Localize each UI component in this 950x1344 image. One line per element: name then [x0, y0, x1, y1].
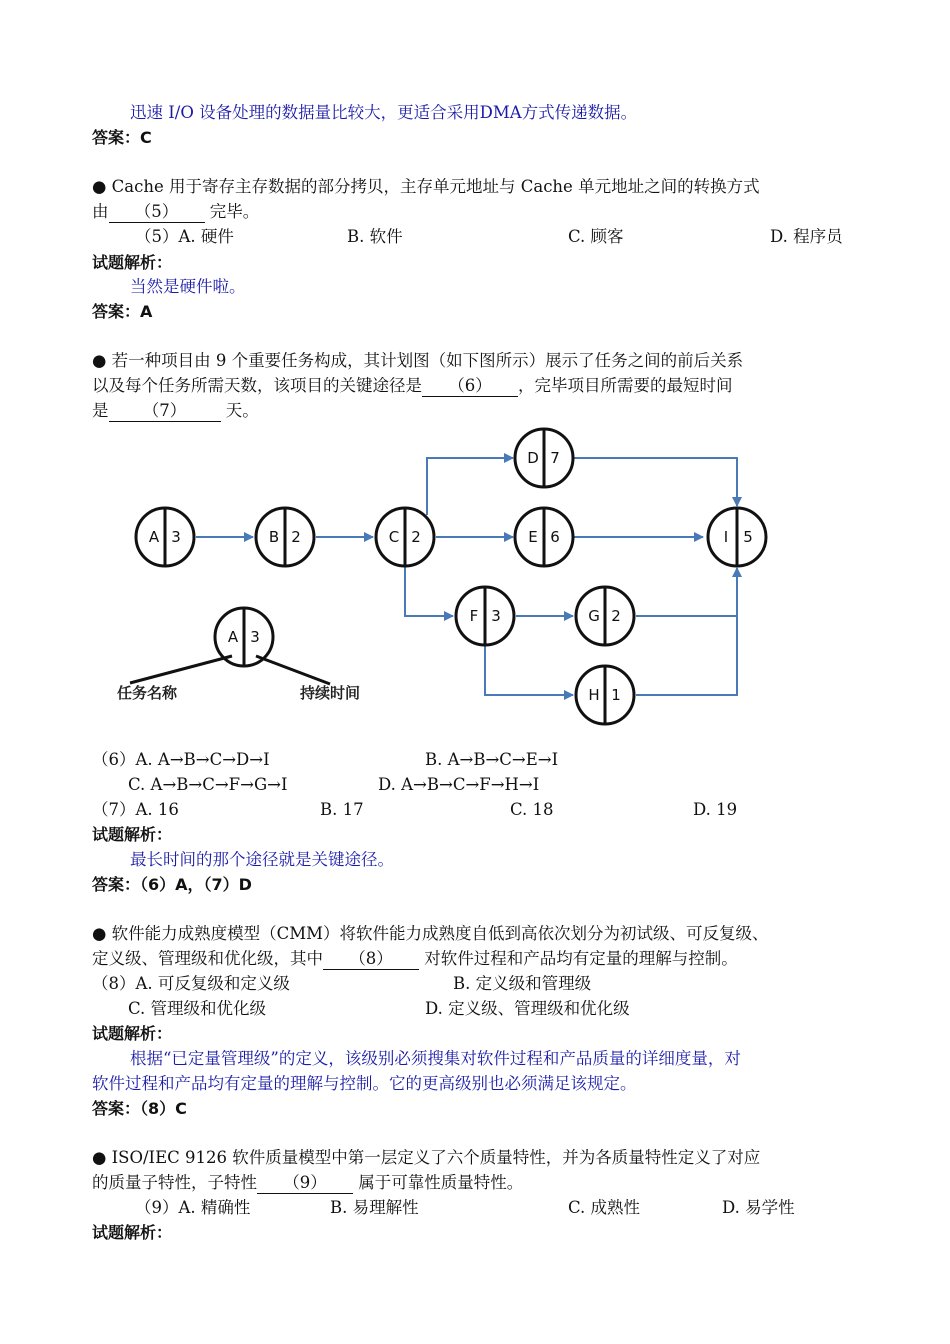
q6-blank: （6）	[422, 376, 518, 397]
q6-option-b: B. A→B→C→E→I	[425, 750, 559, 769]
q6-stem-line2: 以及每个任务所需天数，该项目的关键途径是 （6） ，完毕项目所需要的最短时间	[92, 376, 733, 395]
q7-option-c: C. 18	[510, 800, 554, 819]
q8-option-c: C. 管理级和优化级	[128, 999, 267, 1018]
edge-h-i	[636, 570, 737, 695]
q8-analysis-line2: 软件过程和产品均有定量的理解与控制。它的更高级别也必须满足该规定。	[92, 1074, 637, 1093]
q5-blank: （5）	[109, 202, 205, 223]
q7-option-a: （7）A. 16	[92, 800, 179, 819]
project-network-diagram	[92, 420, 792, 735]
q7-option-d: D. 19	[693, 800, 738, 819]
q7-blank: （7）	[109, 401, 221, 422]
svg-text:2: 2	[611, 607, 621, 625]
legend-duration-pointer	[256, 656, 330, 684]
svg-text:5: 5	[743, 528, 753, 546]
node-g	[576, 587, 634, 645]
node-a	[136, 508, 194, 566]
svg-text:A: A	[148, 528, 160, 546]
edge-d-i	[563, 458, 737, 506]
q9-option-b: B. 易理解性	[330, 1198, 419, 1217]
svg-text:F: F	[469, 607, 479, 625]
q8-analysis-title: 试题解析：	[92, 1024, 173, 1043]
q5-analysis-title: 试题解析：	[92, 253, 173, 272]
q5-analysis: 当然是硬件啦。	[130, 277, 246, 296]
q8-option-b: B. 定义级和管理级	[453, 974, 592, 993]
node-i	[708, 508, 766, 566]
q5-stem-line2: 由 （5） 完毕。	[92, 202, 260, 221]
svg-text:3: 3	[491, 607, 501, 625]
svg-text:C: C	[388, 528, 400, 546]
edge-g-i	[636, 568, 737, 616]
q6-answer: 答案：（6）A，（7）D	[92, 875, 252, 894]
svg-text:I: I	[723, 528, 729, 546]
q7-option-b: B. 17	[320, 800, 364, 819]
q8-analysis-line1: 根据“已定量管理级”的定义，该级别必须搜集对软件过程和产品质量的详细度量，对	[130, 1049, 741, 1068]
node-c	[376, 508, 434, 566]
svg-text:3: 3	[250, 628, 260, 646]
svg-text:E: E	[528, 528, 538, 546]
q9-option-c: C. 成熟性	[568, 1198, 641, 1217]
q9-blank: （9）	[257, 1173, 353, 1194]
q6-stem-line3: 是 （7） 天。	[92, 401, 259, 420]
q6-option-a: （6）A. A→B→C→D→I	[92, 750, 270, 769]
node-d	[515, 429, 573, 487]
q5-option-c: C. 顾客	[568, 227, 624, 246]
q9-stem-line1: ● ISO/IEC 9126 软件质量模型中第一层定义了六个质量特性，并为各质量特性定义了对应	[92, 1148, 761, 1167]
q9-option-a: （9）A. 精确性	[135, 1198, 251, 1217]
q5-option-d: D. 程序员	[770, 227, 843, 246]
svg-text:A: A	[227, 628, 239, 646]
q5-option-a: （5）A. 硬件	[135, 227, 234, 246]
legend-task-label: 任务名称	[117, 684, 178, 702]
svg-text:D: D	[527, 449, 539, 467]
q9-stem-line2: 的质量子特性，子特性 （9） 属于可靠性质量特性。	[92, 1173, 524, 1192]
q6-stem-line1: ● 若一种项目由 9 个重要任务构成，其计划图（如下图所示）展示了任务之间的前后关系	[92, 351, 744, 370]
edge-c-f	[405, 562, 453, 616]
q9-analysis-title: 试题解析：	[92, 1223, 173, 1242]
q8-stem-line1: ● 软件能力成熟度模型（CMM）将软件能力成熟度自低到高依次划分为初试级、可反复级、	[92, 924, 769, 943]
node-h	[576, 666, 634, 724]
svg-text:1: 1	[611, 686, 621, 704]
q9-option-d: D. 易学性	[722, 1198, 795, 1217]
svg-text:H: H	[588, 686, 600, 704]
q8-option-d: D. 定义级、管理级和优化级	[425, 999, 630, 1018]
node-e	[515, 508, 573, 566]
legend-duration-label: 持续时间	[300, 684, 361, 702]
legend-task-pointer	[130, 656, 232, 683]
svg-text:2: 2	[291, 528, 301, 546]
node-b	[256, 508, 314, 566]
q8-answer: 答案：（8）C	[92, 1099, 187, 1118]
q8-option-a: （8）A. 可反复级和定义级	[92, 974, 290, 993]
q8-blank: （8）	[323, 949, 419, 970]
q5-stem-line1: ● Cache 用于寄存主存数据的部分拷贝，主存单元地址与 Cache 单元地址之间的转换方式	[92, 177, 760, 196]
q5-option-b: B. 软件	[347, 227, 403, 246]
svg-text:G: G	[588, 607, 600, 625]
svg-text:7: 7	[550, 449, 560, 467]
edge-f-h	[485, 641, 573, 695]
svg-text:3: 3	[171, 528, 181, 546]
svg-text:B: B	[268, 528, 280, 546]
q8-stem-line2: 定义级、管理级和优化级，其中 （8） 对软件过程和产品均有定量的理解与控制。	[92, 949, 738, 968]
q6-option-d: D. A→B→C→F→H→I	[378, 775, 540, 794]
q6-option-c: C. A→B→C→F→G→I	[128, 775, 288, 794]
svg-text:6: 6	[550, 528, 560, 546]
q5-answer: 答案：A	[92, 302, 153, 321]
edge-c-d	[427, 458, 513, 515]
q6-analysis: 最长时间的那个途径就是关键途径。	[130, 850, 394, 869]
q4-analysis: 迅速 I/O 设备处理的数据量比较大，更适合采用DMA方式传递数据。	[130, 103, 638, 122]
q4-answer: 答案：C	[92, 128, 152, 147]
svg-text:2: 2	[411, 528, 421, 546]
q6-analysis-title: 试题解析：	[92, 825, 173, 844]
node-f	[456, 587, 514, 645]
